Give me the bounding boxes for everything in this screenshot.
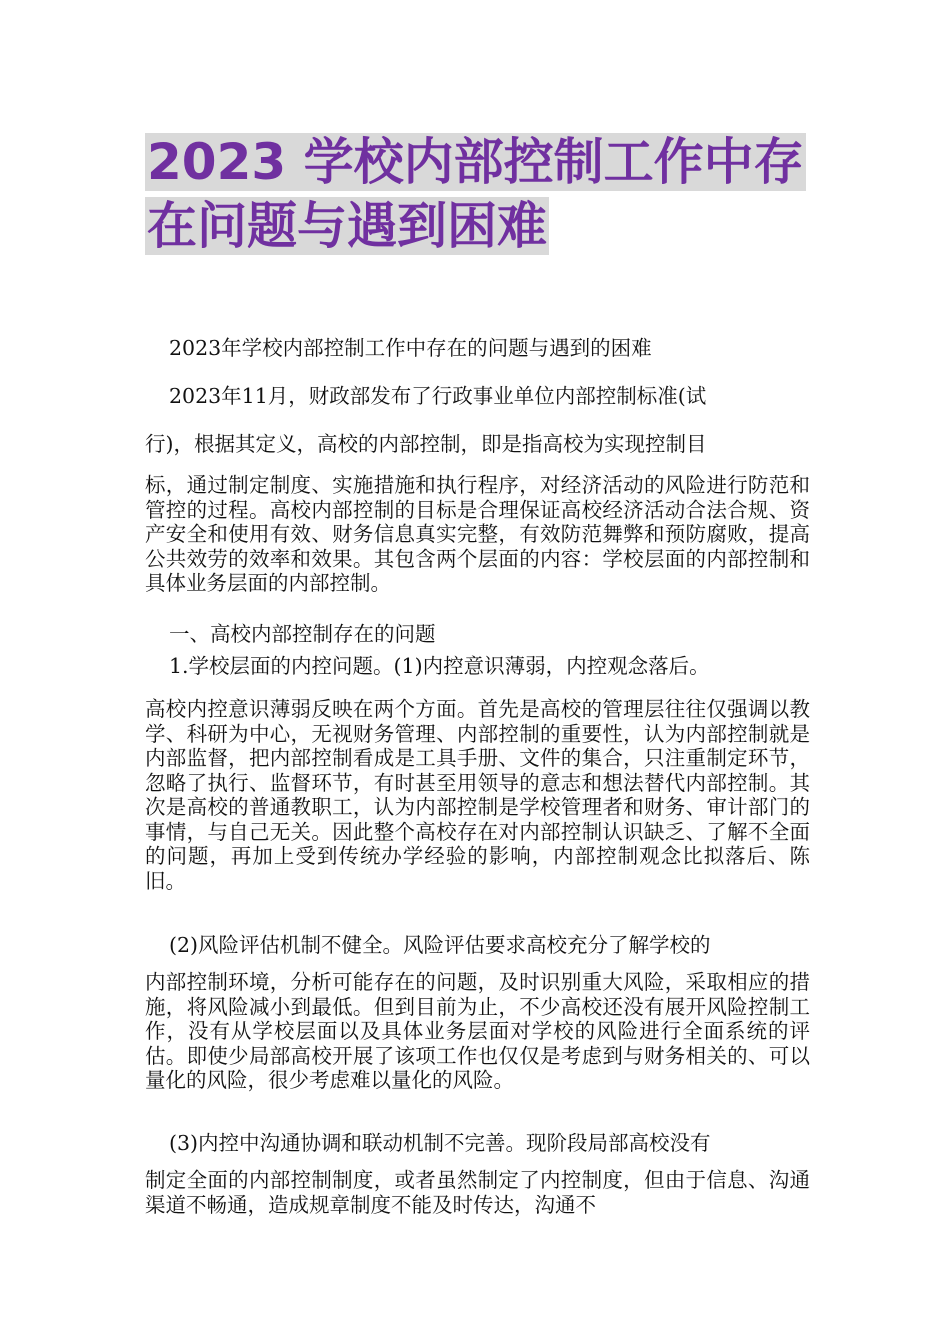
body-paragraph-4-line-1: (3)内控中沟通协调和联动机制不完善。现阶段局部高校没有: [169, 1131, 711, 1155]
body-paragraph-2: 高校内控意识薄弱反映在两个方面。首先是高校的管理层往往仅强调以教学、科研为中心，无视财务管理、内部控制的重要性，认为内部控制就是内部监督，把内部控制看成是工具手册、文件的集合，只注重制定环节，忽略了执行、监督环节，有时甚至用领导的意志和想法替代内部控制。其次是高校的普通教职工，认为内部控制是学校管理者和财务、审计部门的事情，与自己无关。因此整个高校存在对内部控制认识缺乏、了解不全面的问题，再加上受到传统办学经验的影响，内部控制观念比拟落后、陈旧。: [145, 697, 810, 893]
title-highlight: 2023 学校内部控制工作中存在问题与遇到困难: [147, 133, 804, 255]
document-title: [145, 130, 810, 258]
body-paragraph-1-line-1: 2023年11月，财政部发布了行政事业单位内部控制标准(试: [169, 384, 707, 408]
body-paragraph-3-continued: 内部控制环境，分析可能存在的问题，及时识别重大风险，采取相应的措施，将风险减小到最低。但到目前为止，不少高校还没有展开风险控制工作，没有从学校层面以及具体业务层面对学校的风险进行全面系统的评估。即使少局部高校开展了该项工作也仅仅是考虑到与财务相关的、可以量化的风险，很少考虑难以量化的风险。: [145, 970, 810, 1092]
subsection-heading-1: 1.学校层面的内控问题。(1)内控意识薄弱，内控观念落后。: [169, 654, 710, 678]
body-paragraph-1-line-2: 行)，根据其定义，高校的内部控制，即是指高校为实现控制目: [145, 432, 707, 456]
body-paragraph-3-line-1: (2)风险评估机制不健全。风险评估要求高校充分了解学校的: [169, 933, 711, 957]
body-paragraph-1-continued: 标，通过制定制度、实施措施和执行程序，对经济活动的风险进行防范和管控的过程。高校内部控制的目标是合理保证高校经济活动合法合规、资产安全和使用有效、财务信息真实完整，有效防范舞弊和预防腐败，提高公共效劳的效率和效果。其包含两个层面的内容：学校层面的内部控制和具体业务层面的内部控制。: [145, 473, 810, 595]
section-heading-1: 一、高校内部控制存在的问题: [169, 622, 436, 646]
body-paragraph-4-continued: 制定全面的内部控制制度，或者虽然制定了内控制度，但由于信息、沟通渠道不畅通，造成规章制度不能及时传达，沟通不: [145, 1168, 810, 1217]
subtitle-paragraph: 2023年学校内部控制工作中存在的问题与遇到的困难: [169, 336, 652, 360]
